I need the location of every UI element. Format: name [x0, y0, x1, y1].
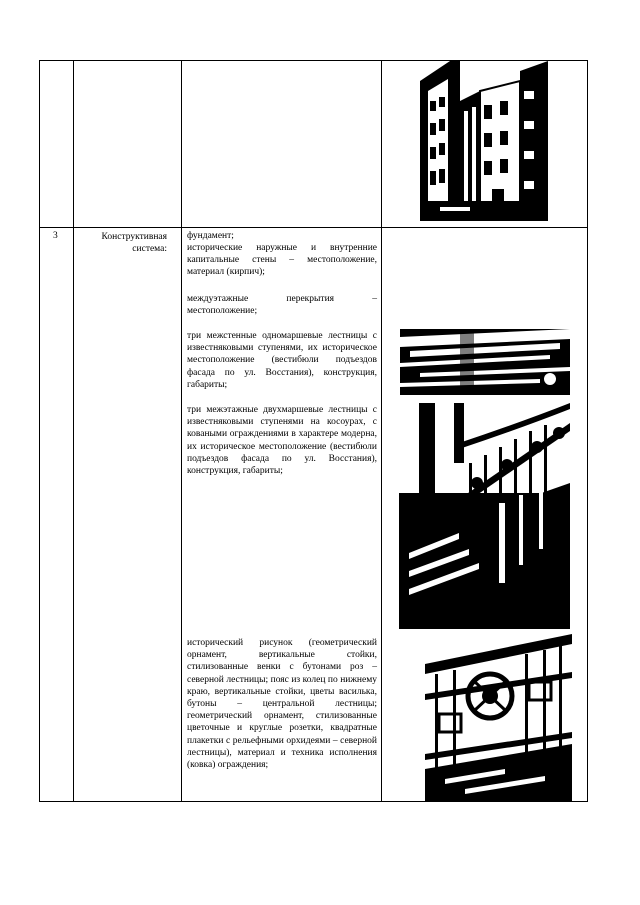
table-border-bottom: [39, 801, 588, 802]
item-stairs-double: три межэтажные двухмаршевые лестницы с известняковыми ступенями на косоурах, с коваными ограждениями в характере модерна, их историческое местоположение (вестибюли подъездов фасада по ул. Восстания), конструкция, габариты;: [187, 405, 377, 477]
table-row-divider: [39, 227, 588, 228]
system-name: Конструктивная система:: [101, 232, 167, 254]
table-col-divider-1: [73, 60, 74, 802]
item-floors: междуэтажные перекрытия – местоположение;: [187, 294, 377, 317]
single-flight-stairs-photo: [400, 329, 570, 395]
row-number: 3: [53, 231, 58, 241]
item-walls: исторические наружные и внутренние капитальные стены – местоположение, материал (кирпич);: [187, 243, 377, 278]
ornamental-railing-photo: [425, 634, 572, 801]
table-border-right: [587, 60, 588, 802]
table-col-divider-2: [181, 60, 182, 802]
item-foundation: фундамент;: [187, 231, 234, 241]
item-stairs-single: три межстенные одномаршевые лестницы с известняковыми ступенями, их историческое местоположение (вестибюли подъездов фасада по ул. Восстания), конструкция, габариты;: [187, 331, 377, 390]
item-railing-pattern: исторический рисунок (геометрический орнамент, вертикальные стойки, стилизованные венки с бутонами роз – северной лестницы; пояс из колец по нижнему краю, вертикальные стойки, цветы василька, бутоны – центральной лестницы; геометрический орнамент, стилизованные цветочные и круглые розетки, квадратные плакетки с рельефными орхидеями – северной лестницы), материал и техника исполнения (ковка) ограждения;: [187, 638, 377, 771]
courtyard-building-photo: [420, 61, 548, 221]
table-border-left: [39, 60, 40, 802]
two-flight-stairs-photo: [399, 403, 570, 629]
table-col-divider-3: [381, 60, 382, 802]
